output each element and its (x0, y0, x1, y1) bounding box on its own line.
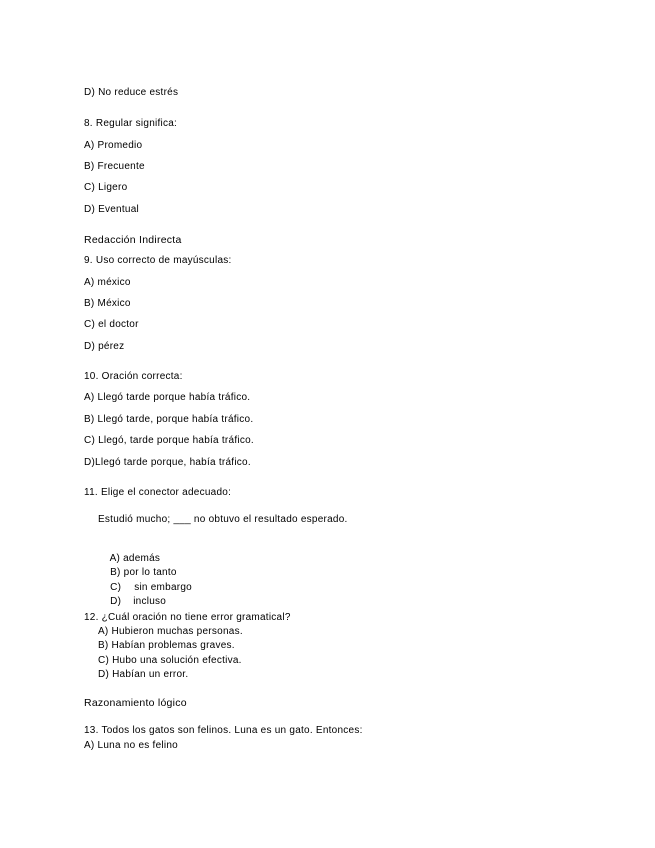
q11-sentence: Estudió mucho; ___ no obtuvo el resultado esperado. (98, 514, 348, 525)
q8-option-c: C) Ligero (84, 182, 128, 193)
q12-option-c: C) Hubo una solución efectiva. (98, 655, 242, 666)
q12-option-a: A) Hubieron muchas personas. (98, 626, 243, 637)
q9-option-c: C) el doctor (84, 319, 139, 330)
q11-option-b-letter: B) (110, 567, 121, 578)
q10-option-b: B) Llegó tarde, porque había tráfico. (84, 414, 254, 425)
q7-option-d: D) No reduce estrés (84, 87, 179, 98)
q11-option-c-letter: C) (110, 582, 122, 593)
q8-option-d: D) Eventual (84, 204, 139, 215)
q11-question: 11. Elige el conector adecuado: (84, 487, 232, 498)
q10-option-d: D)Llegó tarde porque, había tráfico. (84, 457, 251, 468)
q11-option-a-letter: A) (109, 553, 121, 564)
q8-option-a: A) Promedio (84, 140, 143, 151)
q8-option-b: B) Frecuente (84, 161, 145, 172)
q11-option-d-text: incluso (133, 596, 167, 607)
q11-option-a-text: además (123, 553, 161, 564)
q11-option-b-text: por lo tanto (123, 567, 177, 578)
q11-option-c-text: sin embargo (134, 582, 192, 593)
q9-question: 9. Uso correcto de mayúsculas: (84, 255, 232, 266)
q8-question: 8. Regular significa: (84, 118, 178, 129)
q12-question: 12. ¿Cuál oración no tiene error gramatical? (84, 612, 291, 623)
q9-option-a: A) méxico (84, 277, 131, 288)
q12-option-d: D) Habían un error. (98, 669, 189, 680)
section-heading-razonamiento: Razonamiento lógico (84, 697, 187, 709)
q13-option-a: A) Luna no es felino (84, 740, 178, 751)
q10-option-c: C) Llegó, tarde porque había tráfico. (84, 435, 254, 446)
q10-option-a: A) Llegó tarde porque había tráfico. (84, 392, 251, 403)
q13-question: 13. Todos los gatos son felinos. Luna es un gato. Entonces: (84, 725, 363, 736)
section-heading-redaccion: Redacción Indirecta (84, 234, 182, 246)
q9-option-b: B) México (84, 298, 131, 309)
q12-option-b: B) Habían problemas graves. (98, 640, 235, 651)
q11-option-d-letter: D) (110, 596, 122, 607)
q9-option-d: D) pérez (84, 341, 125, 352)
q10-question: 10. Oración correcta: (84, 371, 183, 382)
